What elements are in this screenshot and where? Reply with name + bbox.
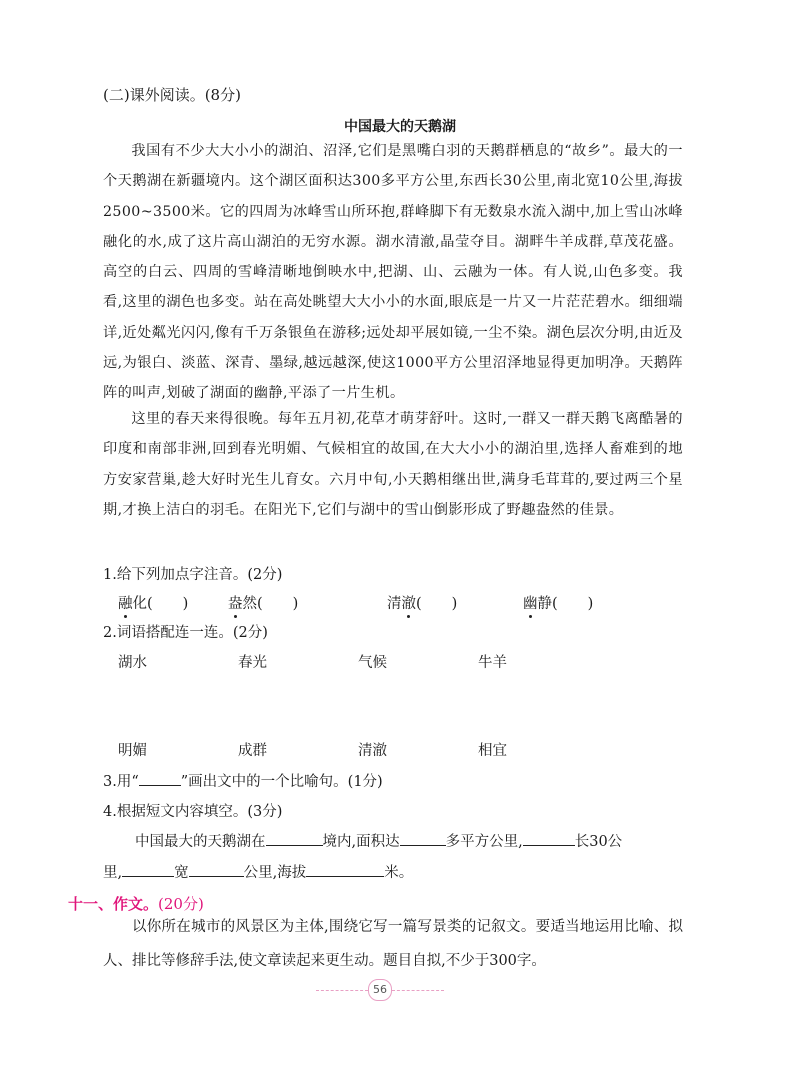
footer-divider-right <box>392 990 444 991</box>
question-1-label: 1.给下列加点字注音。(2分) <box>103 567 283 583</box>
answer-blank-altitude[interactable] <box>306 862 384 877</box>
composition-title: 十一、作文。(20分) <box>68 895 204 913</box>
question-4-label: 4.根据短文内容填空。(3分) <box>103 804 283 820</box>
match-word-top-2[interactable]: 春光 <box>238 655 267 671</box>
answer-blank-region[interactable] <box>266 831 323 846</box>
underline-sample <box>139 771 181 786</box>
footer-divider-left <box>316 990 368 991</box>
dotted-char: 融 <box>118 592 133 613</box>
fill-blank-line-2: 里, 宽 公里,海拔 米。 <box>103 861 413 882</box>
dotted-char: 澈 <box>402 592 417 613</box>
passage-paragraph-1: 我国有不少大大小小的湖泊、沼泽,它们是黑嘴白羽的天鹅群栖息的“故乡”。最大的一个天鹅湖在新疆境内。这个湖区面积达300多平方公里,东西长30公里,南北宽10公里,海拔2500~3500米。它的四周为冰峰雪山所环抱,群峰脚下有无数泉水流入湖中,加上雪山冰峰融化的水,成了这片高山湖泊的无穷水源。湖水清澈,晶莹夺目。湖畔牛羊成群,草茂花盛。高空的白云、四周的雪峰清晰地倒映水中,把湖、山、云融为一体。有人说,山色多变。我看,这里的湖色也多变。站在高处眺望大大小小的水面,眼底是一片又一片茫茫碧水。细细端详,近处粼光闪闪,像有千万条银鱼在游移;远处却平展如镜,一尘不染。湖色层次分明,由近及远,为银白、淡蓝、深青、墨绿,越远越深,使这1000平方公里沼泽地显得更加明净。天鹅阵阵的叫声,划破了湖面的幽静,平添了一片生机。 <box>103 143 683 402</box>
match-word-top-4[interactable]: 牛羊 <box>478 655 507 671</box>
pinyin-item-2: 盎然( ) <box>228 592 298 613</box>
match-word-bottom-3[interactable]: 清澈 <box>358 743 387 759</box>
pinyin-item-4: 幽静( ) <box>523 592 593 613</box>
composition-prompt: 以你所在城市的风景区为主体,围绕它写一篇写景类的记叙文。要适当地运用比喻、拟人、排比等修辞手法,使文章读起来更生动。题目自拟,不少于300字。 <box>103 919 683 969</box>
match-word-top-1[interactable]: 湖水 <box>118 655 147 671</box>
match-word-bottom-4[interactable]: 相宜 <box>478 743 507 759</box>
question-3-label: 3.用“ ”画出文中的一个比喻句。(1分) <box>103 770 383 791</box>
page-number: 56 <box>368 979 392 1001</box>
pinyin-item-3: 清澈( ) <box>387 592 457 613</box>
match-word-bottom-1[interactable]: 明媚 <box>118 743 147 759</box>
dotted-char: 盎 <box>228 592 243 613</box>
answer-blank-width[interactable] <box>189 862 244 877</box>
answer-blank-direction[interactable] <box>523 831 575 846</box>
answer-blank-area[interactable] <box>400 831 446 846</box>
passage-paragraph-2: 这里的春天来得很晚。每年五月初,花草才萌芽舒叶。这时,一群又一群天鹅飞离酷暑的印度和南部非洲,回到春光明媚、气候相宜的故国,在大大小小的湖泊里,选择人畜难到的地方安家营巢,趁大好时光生儿育女。六月中旬,小天鹅相继出世,满身毛茸茸的,要过两三个星期,才换上洁白的羽毛。在阳光下,它们与湖中的雪山倒影形成了野趣盎然的佳景。 <box>103 411 683 518</box>
fill-blank-line-1: 中国最大的天鹅湖在 境内,面积达 多平方公里, 长30公 <box>135 830 622 851</box>
pinyin-item-1: 融化( ) <box>118 592 188 613</box>
dotted-char: 幽 <box>523 592 538 613</box>
match-word-bottom-2[interactable]: 成群 <box>238 743 267 759</box>
answer-blank-direction-2[interactable] <box>122 862 174 877</box>
section-title: (二)课外阅读。(8分) <box>103 86 241 104</box>
question-2-label: 2.词语搭配连一连。(2分) <box>103 625 268 641</box>
match-word-top-3[interactable]: 气候 <box>358 655 387 671</box>
passage-title: 中国最大的天鹅湖 <box>344 119 456 135</box>
